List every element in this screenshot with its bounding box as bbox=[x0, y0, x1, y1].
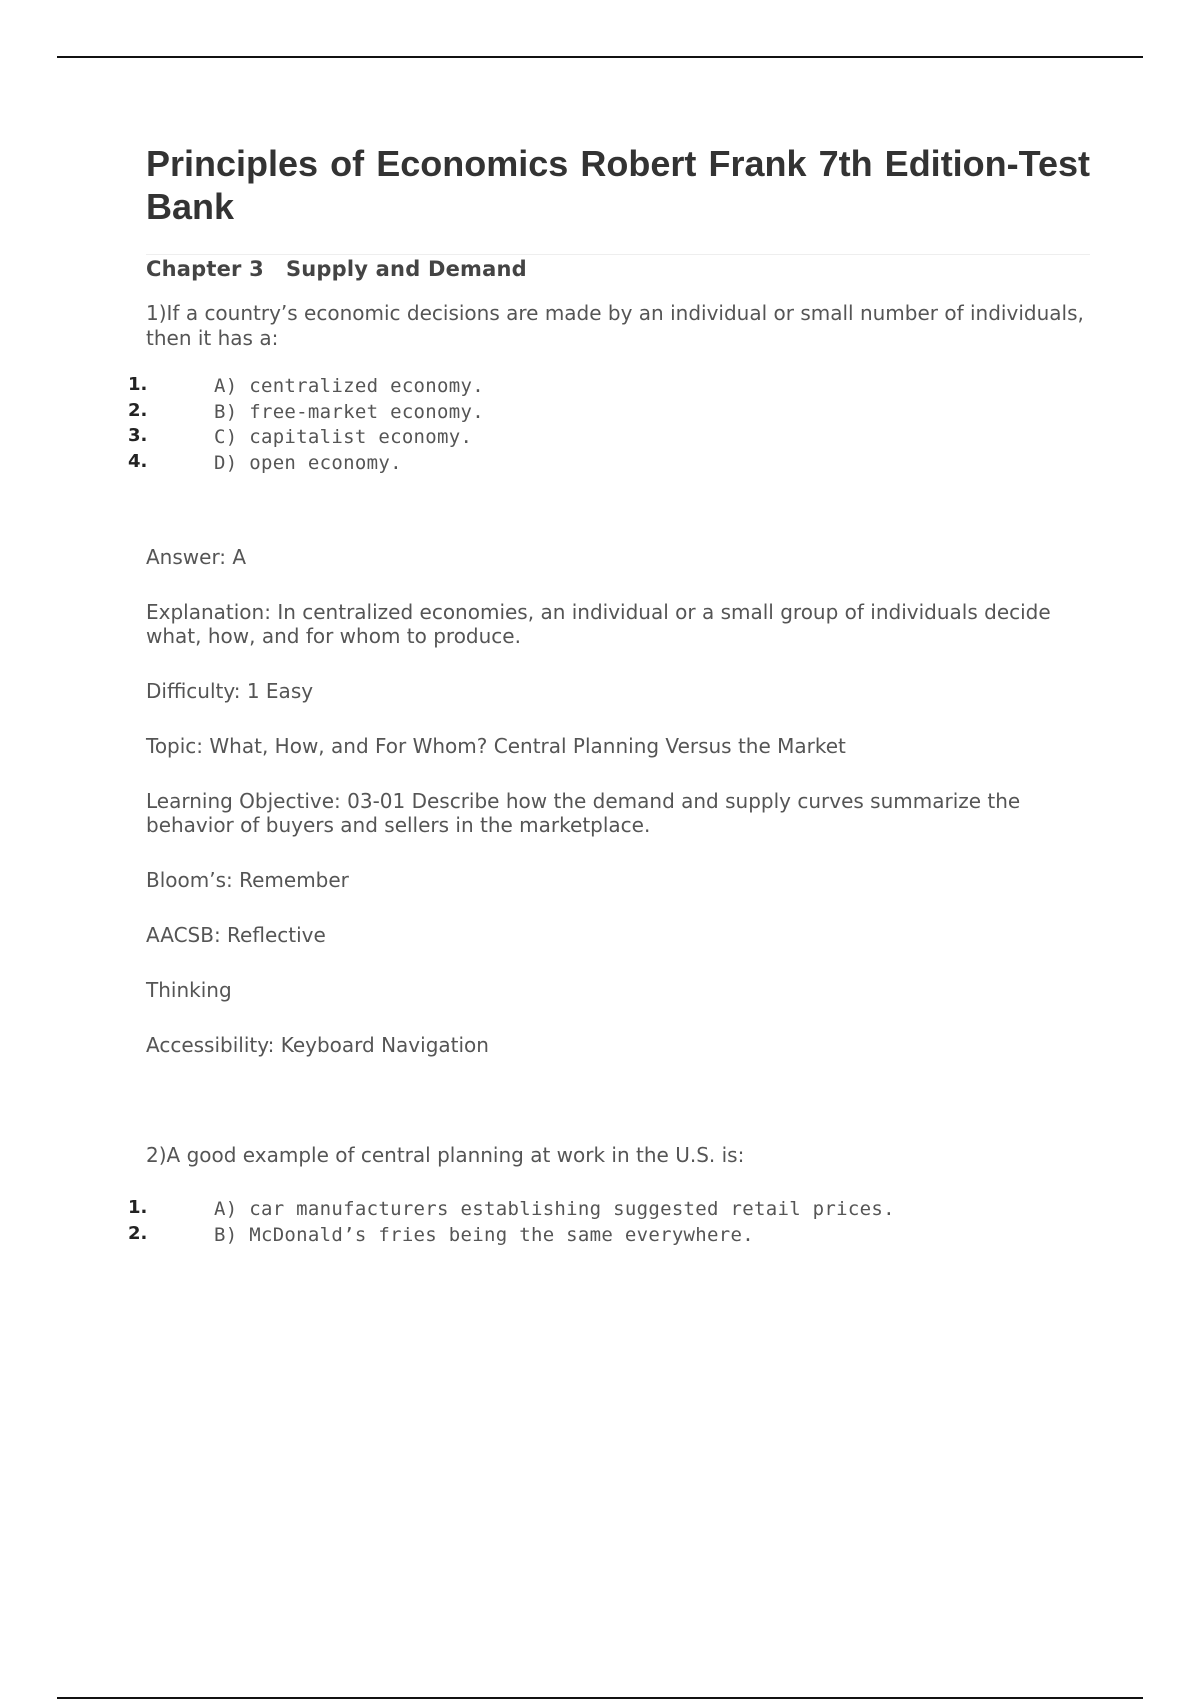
question-1 bbox=[128, 301, 1090, 1057]
question-1-answer: Answer: A bbox=[146, 545, 247, 569]
option-text: C) capitalist economy. bbox=[214, 426, 473, 448]
document-title: Principles of Economics Robert Frank 7th Edition-Test Bank bbox=[146, 143, 1090, 227]
question-1-learning-objective: Learning Objective: 03-01 Describe how the demand and supply curves summarize the behavior of buyers and sellers in the marketplace. bbox=[146, 789, 1021, 837]
chapter-heading bbox=[146, 255, 1090, 281]
question-1-option-c bbox=[128, 424, 1090, 450]
question-1-topic: Topic: What, How, and For Whom? Central Planning Versus the Market bbox=[146, 734, 846, 758]
question-1-explanation: Explanation: In centralized economies, an individual or a small group of individuals decide what, how, and for whom to produce. bbox=[146, 600, 1051, 648]
option-text: D) open economy. bbox=[214, 451, 402, 474]
option-text: B) McDonald’s fries being the same everywhere. bbox=[214, 1223, 754, 1246]
question-2-prompt: 2)A good example of central planning at work in the U.S. is: bbox=[146, 1143, 745, 1167]
option-number: 4. bbox=[128, 450, 148, 472]
option-number: 1. bbox=[128, 374, 148, 395]
option-text: A) centralized economy. bbox=[214, 375, 484, 397]
question-1-aacsb: AACSB: Reflective bbox=[146, 923, 326, 947]
question-2 bbox=[128, 1143, 1090, 1247]
top-rule bbox=[57, 56, 1143, 58]
question-1-option-b bbox=[128, 399, 1090, 425]
chapter-heading-row bbox=[146, 254, 1090, 281]
question-1-difficulty: Difficulty: 1 Easy bbox=[146, 679, 314, 703]
chapter-number: Chapter 3 bbox=[146, 257, 264, 281]
question-1-blooms: Bloom’s: Remember bbox=[146, 868, 349, 892]
bottom-rule bbox=[57, 1697, 1143, 1699]
question-1-thinking: Thinking bbox=[146, 978, 232, 1002]
option-number: 1. bbox=[128, 1197, 148, 1218]
question-2-option-b bbox=[128, 1222, 1090, 1248]
question-1-prompt: 1)If a country’s economic decisions are made by an individual or small number of individuals, then it has a: bbox=[146, 301, 1084, 350]
option-number: 2. bbox=[128, 1222, 148, 1244]
question-2-options bbox=[128, 1196, 1090, 1247]
question-1-option-a bbox=[128, 373, 1090, 399]
option-text: B) free-market economy. bbox=[214, 400, 484, 423]
page-content bbox=[128, 142, 1090, 1247]
option-number: 2. bbox=[128, 399, 148, 421]
question-1-options bbox=[128, 373, 1090, 475]
chapter-title: Supply and Demand bbox=[285, 257, 527, 281]
question-2-option-a bbox=[128, 1196, 1090, 1222]
option-text: A) car manufacturers establishing suggested retail prices. bbox=[214, 1198, 895, 1220]
question-1-option-d bbox=[128, 450, 1090, 476]
option-number: 3. bbox=[128, 425, 148, 446]
question-1-accessibility: Accessibility: Keyboard Navigation bbox=[146, 1033, 489, 1057]
